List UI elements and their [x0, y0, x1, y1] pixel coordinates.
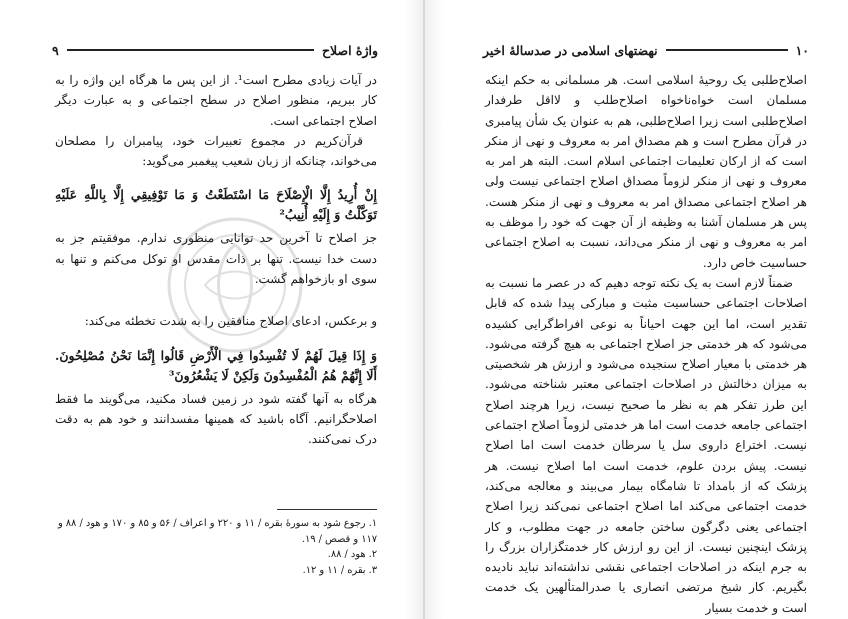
right-page	[425, 0, 848, 619]
footnotes	[55, 509, 377, 578]
header-rule	[67, 49, 314, 51]
quran-verse: إِنْ أُرِيدُ إِلَّا الْإِصْلَاحَ مَا اسْتَطَعْتُ وَ مَا تَوْفِيقِي إِلَّا بِاللَّهِ عَلَيْهِ تَوَكَّلْتُ وَ إِلَيْهِ أُنِيبُ²	[55, 187, 377, 223]
footnote: ۲. هود / ۸۸.	[327, 549, 377, 560]
footnote: ۱. رجوع شود به سورهٔ بقره / ۱۱ و ۲۲۰ و اعراف / ۵۶ و ۸۵ و ۱۷۰ و هود / ۸۸ و ۱۱۷ و قصص / ۱۹.	[57, 518, 377, 545]
running-title: نهضتهای اسلامی در صدسالهٔ اخیر	[483, 42, 658, 58]
paragraph: ضمناً لازم است به یک نکته توجه دهیم که در عصر ما نسبت به اصلاحات اجتماعی حساسیت مثبت و مبارکی پیدا شده که قابل تقدیر است، اما این جهت احیاناً به نوعی افراط‌گرایی کشیده می‌شود که هر خدمتی جز اصلاح اجتماعی به هیچ گرفته می‌شود. هر خدمتی با معیار اصلاح سنجیده می‌شود و ارزش هر شخصیتی به میزان دخالتش در اصلاحات اجتماعی معتبر شناخته می‌شود. این طرز تفکر هم به نظر ما صحیح نیست، زیرا هرچند اصلاح اجتماعی جامعه خدمت است اما هر خدمتی لزوماً اصلاح اجتماعی نیست. اختراع داروی سل یا سرطان خدمت است اما اصلاح نیست. پیش بردن علوم، خدمت است اما اصلاح نیست. هر پزشک که از بامداد تا شامگاه بیمار می‌بیند و معالجه می‌کند، خدمت اجتماعی می‌کند اما اصلاح اجتماعی نمی‌کند زیرا اصلاح اجتماعی یعنی دگرگون ساختن جامعه در جهت مطلوب، و کار پزشک اینچنین نیست. از این رو ارزش کار خدمتگزاران بزرگ را به جرم اینکه در اصلاحات اجتماعی نقشی نداشته‌اند نباید نادیده بگیریم. کار شیخ مرتضی انصاری یا صدرالمتألهین یک خدمت است و خدمت بسیار	[485, 275, 807, 615]
paragraph: اصلاح‌طلبی یک روحیهٔ اسلامی است. هر مسلمانی به حکم اینکه مسلمان است خواه‌ناخواه اصلاح‌طلب و لااقل طرفدار اصلاح‌طلبی است زیرا اصلاح‌طلبی، هم به عنوان یک شأن پیامبری در قرآن مطرح است و هم مصداق امر به معروف و نهی از منکر است که از ارکان تعلیمات اجتماعی اسلام است. البته هر امر به معروف و نهی از منکر لزوماً مصداق اصلاح اجتماعی نیست ولی هر اصلاح اجتماعی مصداق امر به معروف و نهی از منکر هست. پس هر مسلمان آشنا به وظیفه از آن جهت که خود را موظف به امر به معروف و نهی از منکر می‌داند، نسبت به اصلاح اجتماعی حساسیت خاص دارد.	[485, 73, 807, 270]
header-rule	[666, 49, 788, 51]
left-page-body	[55, 70, 377, 450]
quran-verse: وَ إِذَا قِيلَ لَهُمْ لَا تُفْسِدُوا فِي الْأَرْضِ قَالُوا إِنَّمَا نَحْنُ مُصْلِحُونَ. أَلَا إِنَّهُمْ هُمُ الْمُفْسِدُونَ وَلَكِنْ لَا يَشْعُرُونَ³	[55, 347, 377, 383]
paragraph: و برعکس، ادعای اصلاح منافقین را به شدت تخطئه می‌کند:	[84, 314, 377, 329]
page-number: ۹	[52, 42, 59, 58]
left-page-header	[52, 40, 378, 60]
page-number: ۱۰	[795, 42, 809, 58]
footnote-rule	[277, 509, 377, 510]
right-page-body	[485, 70, 807, 618]
verse-translation: جز اصلاح تا آخرین حد توانایی منظوری ندارم. موفقیتم جز به دست خدا نیست. تنها بر ذات مقدس او توکل می‌کنم و تنها به سوی او بازخواهم گشت.	[55, 231, 377, 287]
paragraph: در آیات زیادی مطرح است¹. از این پس ما هرگاه این واژه را به‌ کار ببریم، منظور اصلاح در سطح اجتماعی و به عبارت دیگر اصلاح اجتماعی است.	[55, 73, 377, 128]
running-title: واژهٔ اصلاح	[321, 42, 378, 58]
right-page-header	[483, 40, 809, 60]
footnote: ۳. بقره / ۱۱ و ۱۲.	[302, 564, 377, 576]
verse-translation: هرگاه به آنها گفته شود در زمین فساد مکنید، می‌گویند ما فقط اصلاحگرانیم. آگاه باشید که همینها مفسدانند و خود هم به دقت درک نمی‌کنند.	[55, 391, 377, 447]
left-page	[0, 0, 423, 619]
paragraph: قرآن‌کریم در مجموع تعبیرات خود، پیامبران را مصلحان می‌خواند، چنانکه از زبان شعیب پیغمبر می‌گوید:	[55, 133, 377, 169]
